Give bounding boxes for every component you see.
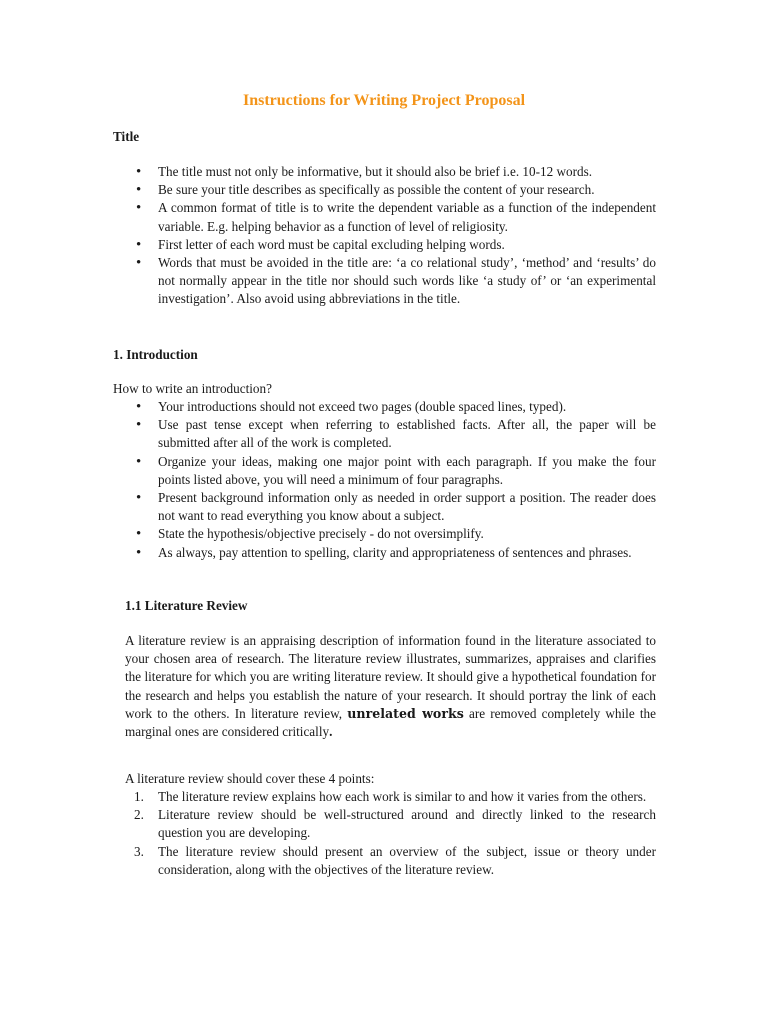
document-title: Instructions for Writing Project Proposal: [242, 92, 526, 109]
list-item: [113, 788, 656, 806]
literature-points-list: [113, 788, 656, 879]
list-item: • A common format of title is to write the dependent variable as a function of the independent variable. E.g. helping behavior as a function of level of religiosity.: [113, 199, 656, 235]
paragraph-period: .: [329, 724, 333, 740]
list-item: • First letter of each word must be capital excluding helping words.: [113, 236, 656, 254]
list-number: 1.: [134, 789, 144, 804]
introduction-question: How to write an introduction?: [113, 381, 272, 396]
list-item-text: Literature review should be well-structured around and directly linked to the research question you are developing.: [158, 807, 656, 841]
list-item-text: The literature review should present an overview of the subject, issue or theory under consideration, along with the objectives of the literature review.: [158, 843, 656, 877]
list-item: • Present background information only as needed in order support a position. The reader does not want to read everything you know about a subject.: [113, 489, 656, 525]
bold-phrase: unrelated works: [347, 705, 464, 721]
introduction-heading: 1. Introduction: [113, 347, 198, 362]
introduction-bullet-list: [113, 398, 656, 562]
title-heading: Title: [113, 129, 140, 144]
literature-points-intro: A literature review should cover these 4 points:: [125, 771, 375, 786]
paragraph-text-start: A literature review is an appraising description of information found in the literature associated to your chosen area of research. The literature review illustrates, summarizes, appraises and clarifies the literature for which you are writing literature review. It should give a hypothetical foundation for the research and helps you establish the nature of your research. It should portray the link of each work to the others. In literature review,: [125, 633, 656, 721]
list-item: • Your introductions should not exceed two pages (double spaced lines, typed).: [113, 398, 656, 416]
list-item: • Be sure your title describes as specifically as possible the content of your research.: [113, 181, 656, 199]
title-bullet-list: [113, 163, 656, 309]
list-item: • The title must not only be informative, but it should also be brief i.e. 10-12 words.: [113, 163, 656, 181]
list-item: • Words that must be avoided in the title are: ‘a co relational study’, ‘method’ and ‘results’ do not normally appear in the title nor should such words like ‘a study of’ or ‘an experimental investigation’. Also avoid using abbreviations in the title.: [113, 254, 656, 309]
list-item: [113, 806, 656, 842]
list-item-text: The literature review explains how each work is similar to and how it varies from the others.: [158, 789, 647, 804]
list-item: • As always, pay attention to spelling, clarity and appropriateness of sentences and phrases.: [113, 544, 656, 562]
literature-review-paragraph: [125, 632, 656, 741]
list-item: • Organize your ideas, making one major point with each paragraph. If you make the four points listed above, you will need a minimum of four paragraphs.: [113, 453, 656, 489]
paragraph-text-end: are removed completely while the marginal ones are considered critically: [125, 705, 656, 740]
list-number: 2.: [134, 807, 144, 823]
list-item: • State the hypothesis/objective precisely - do not oversimplify.: [113, 525, 656, 543]
list-number: 3.: [134, 843, 144, 859]
list-item: [113, 843, 656, 879]
list-item: • Use past tense except when referring to established facts. After all, the paper will be submitted after all of the work is completed.: [113, 416, 656, 452]
literature-review-heading: 1.1 Literature Review: [125, 598, 248, 613]
